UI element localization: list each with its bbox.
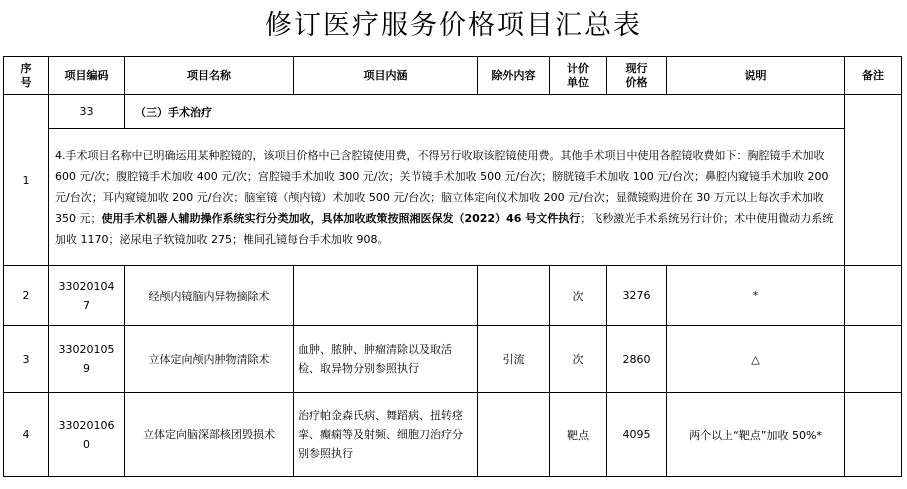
cell-seq: 3 <box>4 326 49 393</box>
cell-remark <box>845 326 902 393</box>
category-row <box>4 95 902 129</box>
cell-unit: 靶点 <box>550 393 607 477</box>
price-table <box>3 56 902 477</box>
cell-note: △ <box>667 326 845 393</box>
category-title: （三）手术治疗 <box>125 95 845 129</box>
cell-unit: 次 <box>550 326 607 393</box>
header-remark: 备注 <box>845 57 902 95</box>
cell-seq: 2 <box>4 266 49 326</box>
cell-unit: 次 <box>550 266 607 326</box>
cell-seq: 4 <box>4 393 49 477</box>
header-seq: 序号 <box>4 57 49 95</box>
cell-exclude <box>478 393 550 477</box>
cell-remark <box>845 95 902 266</box>
header-name: 项目名称 <box>125 57 294 95</box>
robot-policy-text: 使用手术机器人辅助操作系统实行分类加收，具体加收政策按照湘医保发（2022）46 号文件执行 <box>101 211 581 225</box>
cell-name: 立体定向颅内肿物清除术 <box>125 326 294 393</box>
cell-code: 33020106 0 <box>49 393 125 477</box>
header-exclude: 除外内容 <box>478 57 550 95</box>
cell-code: 33020104 7 <box>49 266 125 326</box>
cell-exclude: 引流 <box>478 326 550 393</box>
cell-note: * <box>667 266 845 326</box>
table-row <box>4 266 902 326</box>
cell-price: 3276 <box>607 266 667 326</box>
category-description: 4.手术项目名称中已明确运用某种腔镜的，该项目价格中已含腔镜使用费，不得另行收取该腔镜使用费。其他手术项目中使用各腔镜收费如下：胸腔镜手术加收 600 元/次；腹腔镜手术加收 400 元/次；宫腔镜手术加收 300 元/次；关节镜手术加收 500 元/台次；膀胱镜手术加收 100 元/台次；鼻腔内窥镜手术加收 200 元/台次；耳内窥镜加收 200 元/台次；脑室镜（颅内镜）术加收 500 元/台次；脑立体定向仪术加收 200 元/台次；显微镜购进价在 30 万元以上每次手术加收 350 元；使用手术机器人辅助操作系统实行分类加收，具体加收政策按照湘医保发（2022）46 号文件执行；飞秒激光手术系统另行计价；术中使用微动力系统加收 1170；泌尿电子软镜加收 275；椎间孔镜每台手术加收 908。 <box>49 129 845 266</box>
cell-remark <box>845 266 902 326</box>
cell-code: 33020105 9 <box>49 326 125 393</box>
page-title: 修订医疗服务价格项目汇总表 <box>265 10 642 41</box>
cell-remark <box>845 393 902 477</box>
cell-exclude <box>478 266 550 326</box>
cell-price: 2860 <box>607 326 667 393</box>
cell-seq: 1 <box>4 95 49 266</box>
header-row <box>4 57 902 95</box>
cell-note: 两个以上“靶点”加收 50%* <box>667 393 845 477</box>
header-note: 说明 <box>667 57 845 95</box>
cell-code: 33 <box>49 95 125 129</box>
cell-name: 经颅内镜脑内异物摘除术 <box>125 266 294 326</box>
header-code: 项目编码 <box>49 57 125 95</box>
cell-content <box>294 266 478 326</box>
cell-price: 4095 <box>607 393 667 477</box>
cell-content: 血肿、脓肿、肿瘤清除以及取活检、取异物分别参照执行 <box>294 326 478 393</box>
header-content: 项目内涵 <box>294 57 478 95</box>
table-row <box>4 393 902 477</box>
cell-name: 立体定向脑深部核团毁损术 <box>125 393 294 477</box>
table-row <box>4 326 902 393</box>
header-unit: 计价单位 <box>550 57 607 95</box>
description-row <box>4 129 902 266</box>
cell-content: 治疗帕金森氏病、舞蹈病、扭转痉挛、癫痫等及射频、细胞刀治疗分别参照执行 <box>294 393 478 477</box>
header-price: 现行价格 <box>607 57 667 95</box>
